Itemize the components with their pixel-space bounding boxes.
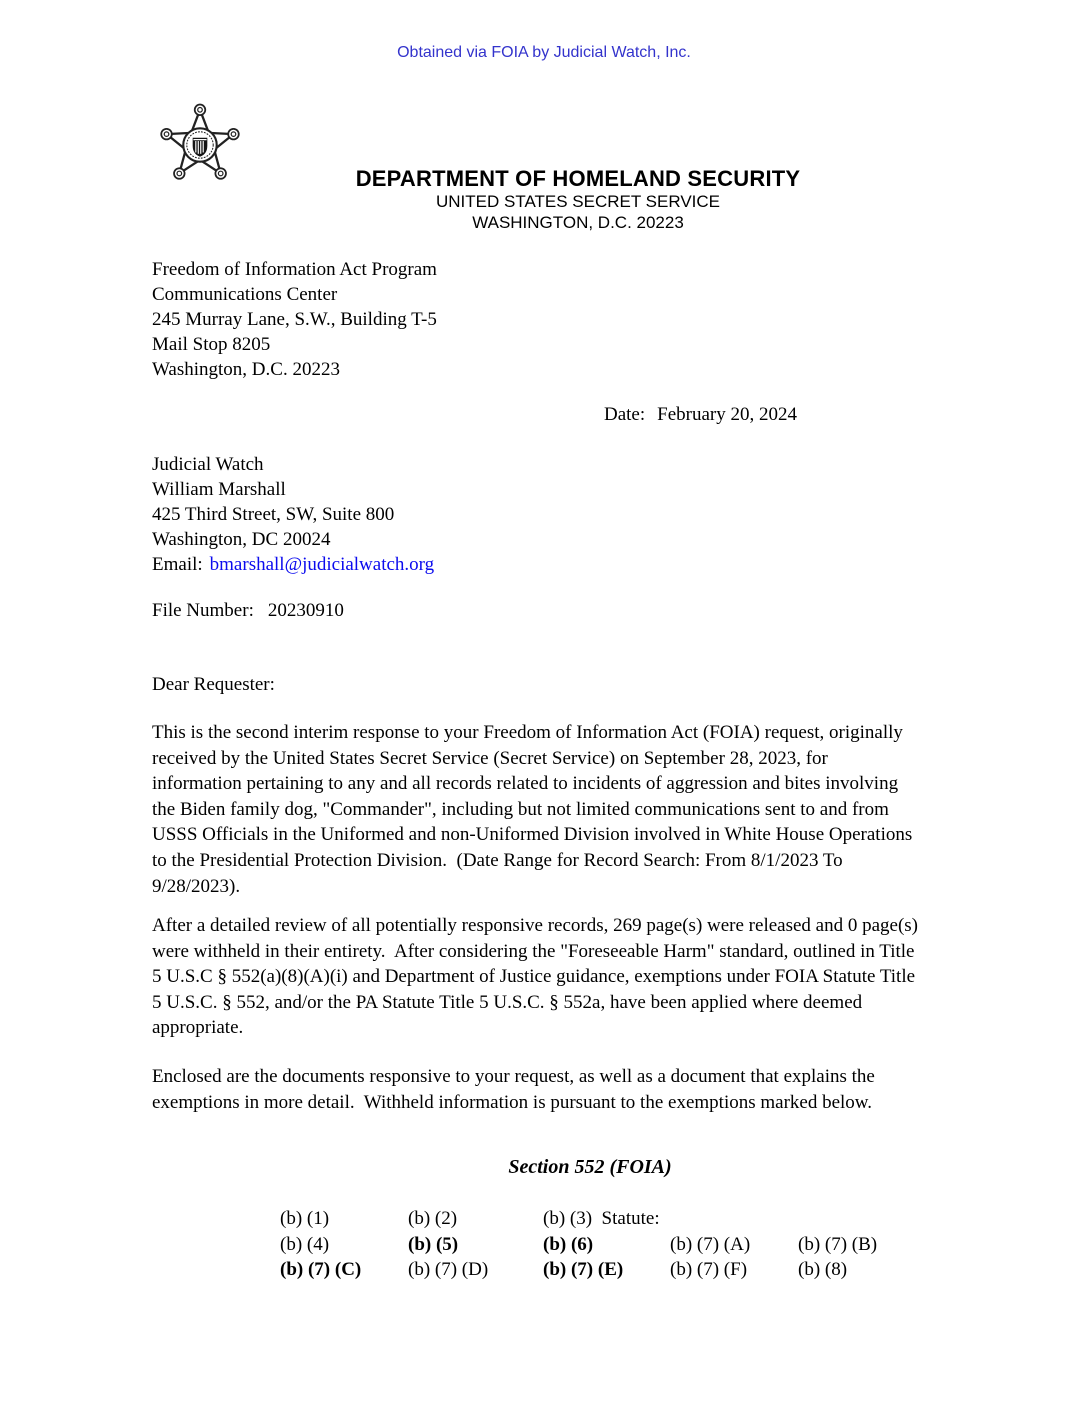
paragraph-line: Enclosed are the documents responsive to your request, as well as a document that explains the — [152, 1066, 875, 1087]
paragraph-line: the Biden family dog, "Commander", including but not limited communications sent to and from — [152, 798, 889, 820]
body-paragraph-2 — [152, 913, 1052, 1041]
agency-name: DEPARTMENT OF HOMELAND SECURITY — [355, 166, 801, 191]
sender-address-line: 245 Murray Lane, S.W., Building T-5 — [152, 309, 437, 330]
body-paragraph-1 — [152, 720, 1052, 899]
paragraph-line: information pertaining to any and all records related to incidents of aggression and bites involving — [152, 773, 899, 795]
recipient-address — [152, 452, 434, 577]
section-552-title: Section 552 (FOIA) — [508, 1156, 672, 1178]
recipient-email-line — [152, 552, 434, 577]
file-number-line — [152, 600, 344, 622]
file-number-value: 20230910 — [267, 600, 344, 621]
date-label: Date: — [604, 404, 646, 425]
exemption-cell: (b) (7) (A) — [670, 1233, 751, 1255]
agency-subtitle-service: UNITED STATES SECRET SERVICE — [435, 192, 721, 211]
foia-banner-text: Obtained via FOIA by Judicial Watch, Inc. — [397, 44, 691, 61]
exemption-cell: (b) (7) (D) — [408, 1259, 489, 1281]
body-paragraph-3 — [152, 1064, 1052, 1115]
sender-address-line: Washington, D.C. 20223 — [152, 359, 340, 380]
file-number-label: File Number: — [152, 600, 254, 621]
paragraph-line: 5 U.S.C. § 552, and/or the PA Statute Title 5 U.S.C. § 552a, have been applied where deemed — [152, 991, 863, 1013]
exemption-grid — [280, 1208, 877, 1285]
agency-subtitle-city: WASHINGTON, D.C. 20223 — [472, 213, 684, 232]
exemption-row — [280, 1259, 877, 1285]
date-value: February 20, 2024 — [657, 404, 797, 425]
exemption-cell: (b) (7) (B) — [798, 1233, 878, 1255]
paragraph-line: USSS Officials in the Uniformed and non-Uniformed Division involved in White House Operations — [152, 824, 913, 846]
exemption-cell: (b) (3) Statute: — [543, 1208, 660, 1229]
exemption-cell-marked: (b) (6) — [543, 1233, 594, 1255]
secret-service-seal-icon — [156, 98, 244, 192]
sender-address — [152, 257, 437, 382]
exemption-row — [280, 1208, 877, 1234]
paragraph-line: were withheld in their entirety. After considering the "Foreseeable Harm" standard, outlined in Title — [152, 940, 915, 962]
letterhead — [294, 166, 862, 233]
sender-address-line: Communications Center — [152, 284, 338, 305]
salutation: Dear Requester: — [152, 674, 275, 695]
exemption-cell: (b) (1) — [280, 1208, 330, 1229]
paragraph-line: 9/28/2023). — [152, 875, 241, 897]
paragraph-line: to the Presidential Protection Division. (Date Range for Record Search: From 8/1/2023 To — [152, 849, 843, 871]
exemption-cell-marked: (b) (5) — [408, 1233, 459, 1255]
exemption-row — [280, 1234, 877, 1260]
exemption-cell-marked: (b) (7) (C) — [280, 1259, 362, 1281]
date-line — [604, 404, 797, 426]
paragraph-line: received by the United States Secret Service (Secret Service) on September 28, 2023, for — [152, 747, 828, 769]
paragraph-line: exemptions in more detail. Withheld information is pursuant to the exemptions marked below. — [152, 1091, 873, 1113]
recipient-address-line: 425 Third Street, SW, Suite 800 — [152, 504, 395, 525]
sender-address-line: Mail Stop 8205 — [152, 334, 271, 355]
exemption-cell-marked: (b) (7) (E) — [543, 1259, 624, 1281]
paragraph-line: This is the second interim response to your Freedom of Information Act (FOIA) request, originally — [152, 722, 903, 743]
recipient-address-line: Judicial Watch — [152, 454, 264, 475]
sender-address-line: Freedom of Information Act Program — [152, 259, 437, 280]
exemption-cell: (b) (4) — [280, 1233, 330, 1255]
exemption-cell: (b) (2) — [408, 1208, 458, 1229]
recipient-address-line: Washington, DC 20024 — [152, 529, 331, 550]
email-link[interactable]: bmarshall@judicialwatch.org — [209, 554, 435, 575]
paragraph-line: appropriate. — [152, 1017, 244, 1039]
recipient-address-line: William Marshall — [152, 479, 286, 500]
exemption-cell: (b) (7) (F) — [670, 1259, 748, 1281]
paragraph-line: After a detailed review of all potentially responsive records, 269 page(s) were released and 0 page(s) — [152, 915, 919, 936]
exemption-cell: (b) (8) — [798, 1259, 848, 1281]
paragraph-line: 5 U.S.C § 552(a)(8)(A)(i) and Department of Justice guidance, exemptions under FOIA Statute Title — [152, 966, 916, 988]
email-label: Email: — [152, 554, 203, 575]
